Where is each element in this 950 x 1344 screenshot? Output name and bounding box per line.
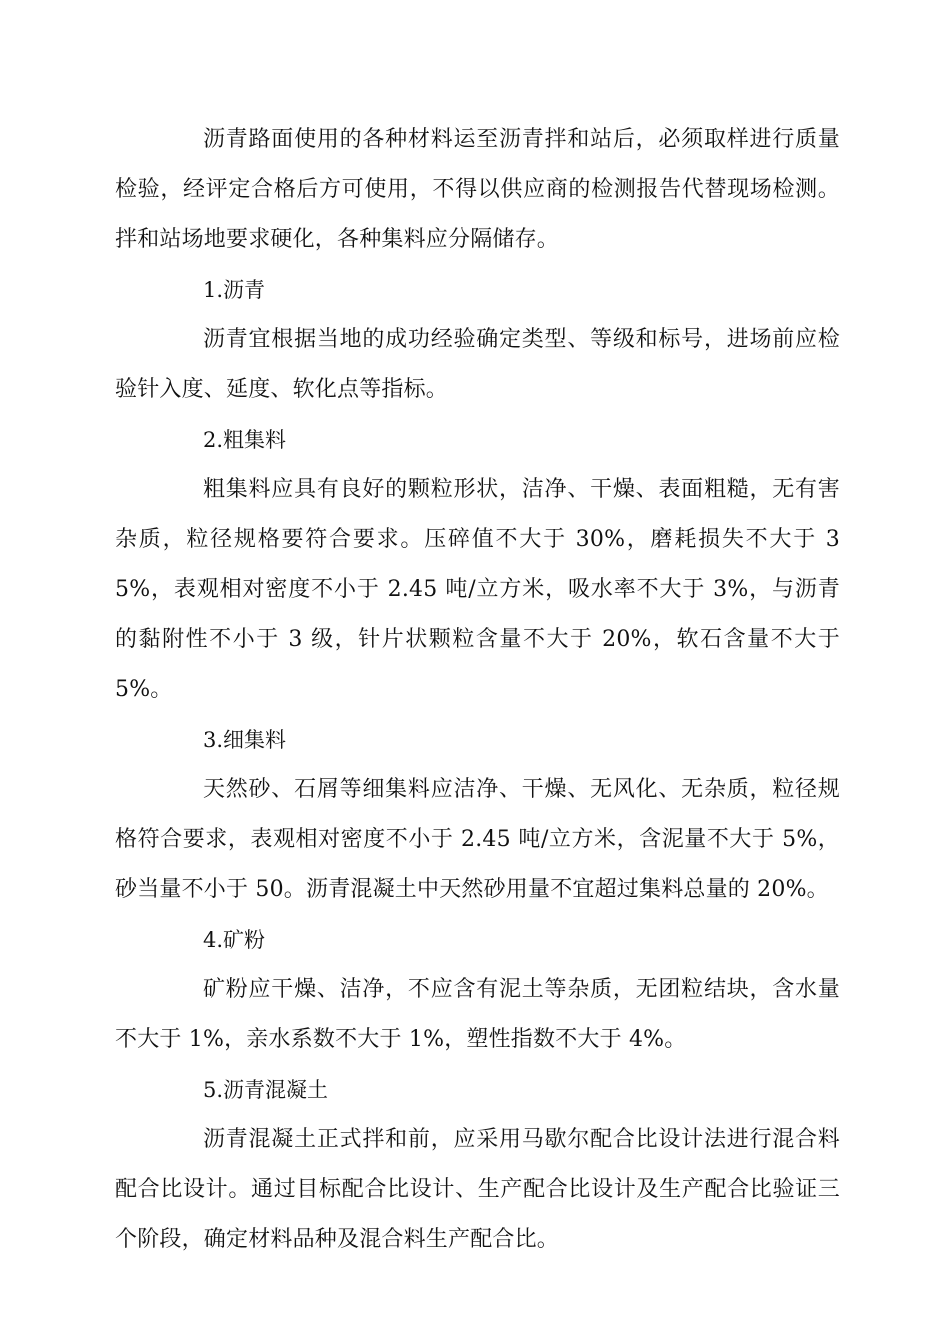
intro-paragraph: 沥青路面使用的各种材料运至沥青拌和站后，必须取样进行质量检验，经评定合格后方可使用，不得以供应商的检测报告代替现场检测。拌和站场地要求硬化，各种集料应分隔储存。 xyxy=(115,127,840,252)
section-body-mineral-powder: 矿粉应干燥、洁净，不应含有泥土等杂质，无团粒结块，含水量不大于 1%，亲水系数不大于 1%，塑性指数不大于 4%。 xyxy=(115,977,840,1052)
section-body-asphalt-concrete: 沥青混凝土正式拌和前，应采用马歇尔配合比设计法进行混合料配合比设计。通过目标配合比设计、生产配合比设计及生产配合比验证三个阶段，确定材料品种及混合料生产配合比。 xyxy=(115,1127,840,1252)
section-heading-mineral-powder: 4.矿粉 xyxy=(203,928,266,952)
section-body-asphalt: 沥青宜根据当地的成功经验确定类型、等级和标号，进场前应检验针入度、延度、软化点等指标。 xyxy=(115,327,840,402)
document-content xyxy=(115,115,840,1265)
section-heading-fine-aggregate: 3.细集料 xyxy=(203,728,287,752)
section-heading-asphalt: 1.沥青 xyxy=(203,278,266,302)
section-heading-asphalt-concrete: 5.沥青混凝土 xyxy=(203,1078,329,1102)
section-heading-coarse-aggregate: 2.粗集料 xyxy=(203,428,287,452)
section-body-fine-aggregate: 天然砂、石屑等细集料应洁净、干燥、无风化、无杂质，粒径规格符合要求，表观相对密度不小于 2.45 吨/立方米，含泥量不大于 5%，砂当量不小于 50。沥青混凝土中天然砂用量不宜超过集料总量的 20%。 xyxy=(115,777,840,902)
section-body-coarse-aggregate: 粗集料应具有良好的颗粒形状，洁净、干燥、表面粗糙，无有害杂质，粒径规格要符合要求。压碎值不大于 30%，磨耗损失不大于 35%，表观相对密度不小于 2.45 吨/立方米，吸水率不大于 3%，与沥青的黏附性不小于 3 级，针片状颗粒含量不大于 20%，软石含量不大于 5%。 xyxy=(115,477,840,702)
